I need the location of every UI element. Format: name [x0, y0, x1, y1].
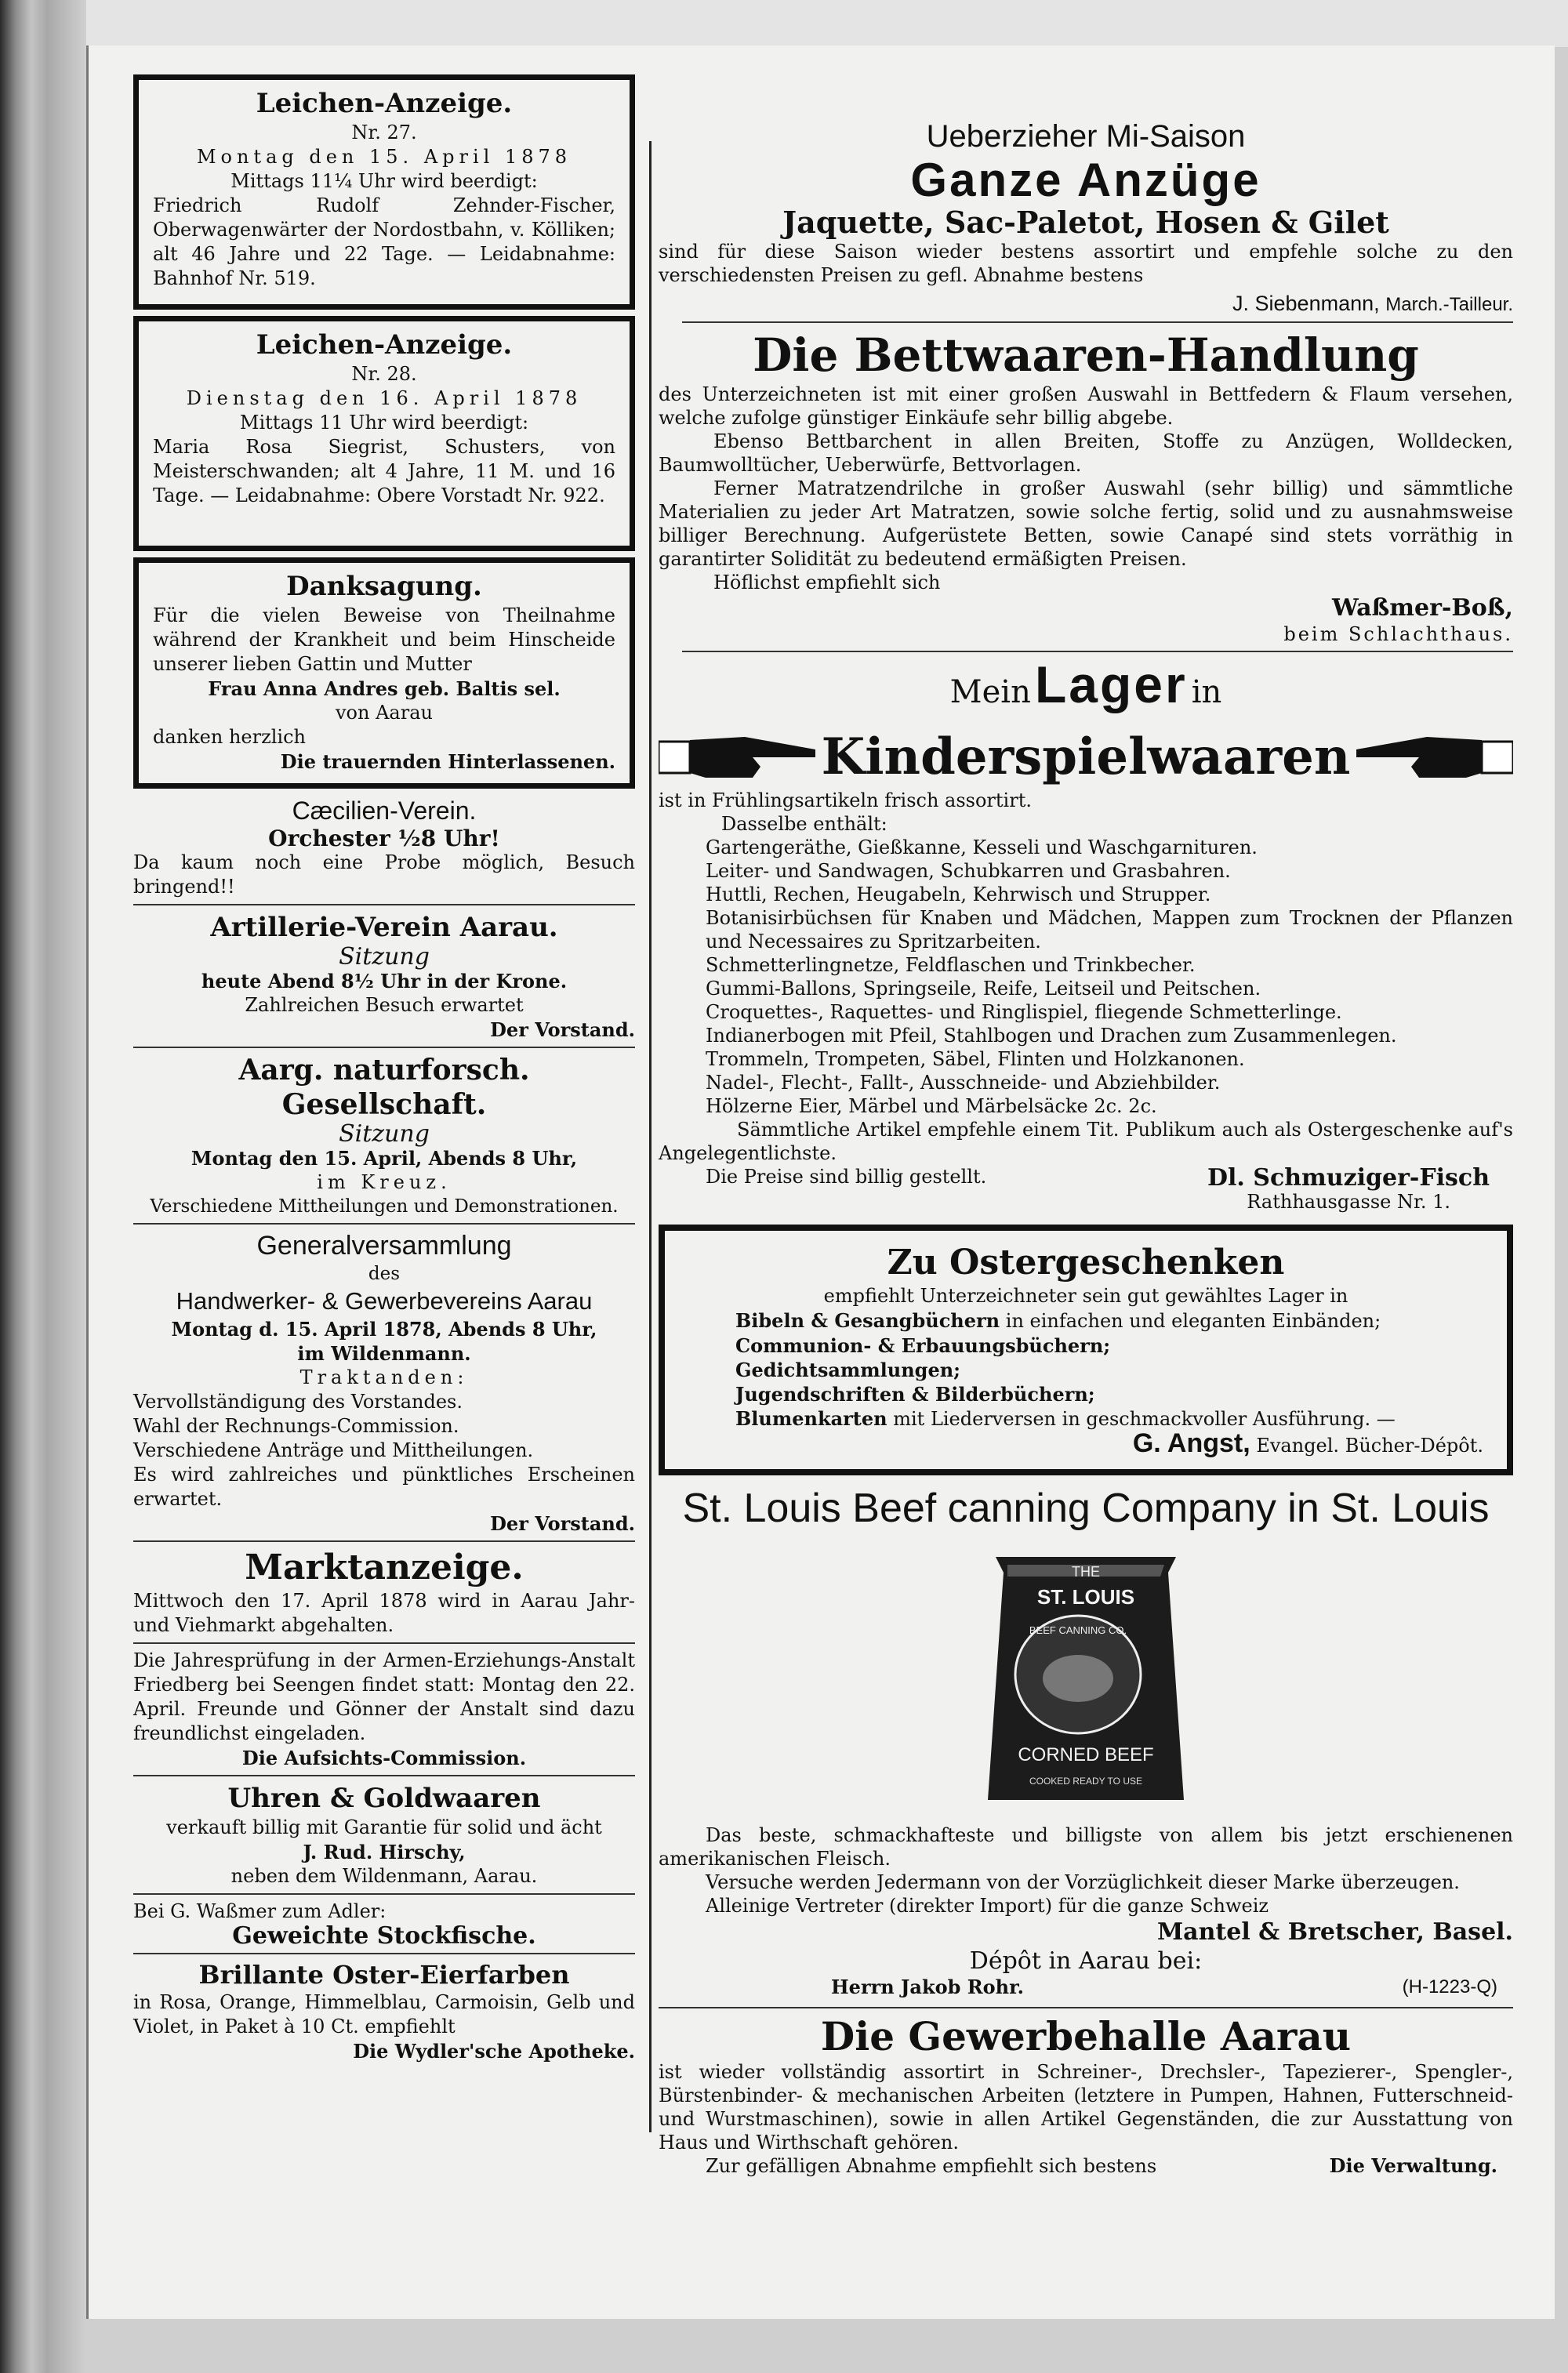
eierfarben-body: in Rosa, Orange, Himmelblau, Carmoisin, Gelb und Violet, in Paket à 10 Ct. empfiehlt — [133, 1991, 635, 2037]
lager-closing: Sämmtliche Artikel empfehle einem Tit. Publikum auch als Ostergeschenke auf's Angelegentlichste. — [659, 1119, 1513, 1164]
ueberzieher-sub: Jaquette, Sac-Paletot, Hosen & Gilet — [782, 205, 1389, 240]
uhren-address: neben dem Wildenmann, Aarau. — [230, 1865, 538, 1887]
gewerbe-footer — [659, 2154, 1513, 2181]
naturforsch-line1: Montag den 15. April, Abends 8 Uhr, — [191, 1147, 578, 1170]
lager-title-row — [659, 726, 1513, 789]
list-item: Indianerbogen mit Pfeil, Stahlbogen und Drachen zum Zusammenlegen. — [706, 1025, 1397, 1047]
caecilien-title: Cæcilien-Verein. — [292, 796, 477, 825]
notice-body: Maria Rosa Siegrist, Schusters, von Meisterschwanden; alt 4 Jahre, 11 M. und 16 Tage. — Leidabnahme: Obere Vorstadt Nr. 922. — [153, 436, 615, 506]
oster-sign-role: Evangel. Bücher-Dépôt. — [1256, 1435, 1483, 1457]
oster-list — [688, 1308, 1483, 1431]
beef-p1: Das beste, schmackhafteste und billigste von allem bis jetzt erschienenen amerikanischen Fleisch. — [659, 1824, 1513, 1870]
divider — [133, 1223, 635, 1225]
markt-body: Mittwoch den 17. April 1878 wird in Aarau Jahr- und Viehmarkt abgehalten. — [133, 1590, 635, 1636]
list-item: Croquettes-, Raquettes- und Ringlispiel, fliegende Schmetterlinge. — [706, 1001, 1342, 1023]
lager-prices: Die Preise sind billig gestellt. — [706, 1166, 987, 1188]
lager-intro: ist in Frühlingsartikeln frisch assortirt. — [659, 789, 1032, 811]
right-column — [659, 118, 1513, 2181]
beef-depot: Dépôt in Aarau bei: — [969, 1947, 1203, 1975]
pointing-hand-right-icon — [659, 726, 823, 789]
notice-title: Leichen-Anzeige. — [256, 88, 513, 119]
uhren-body: verkauft billig mit Garantie für solid und ächt — [166, 1816, 602, 1838]
thanks-signature: Die trauernden Hinterlassenen. — [280, 750, 615, 773]
list-item: Botanisirbüchsen für Knaben und Mädchen, Mappen zum Trocknen der Pflanzen und Necessaires zu Spritzarbeiten. — [706, 907, 1513, 952]
death-notice-27 — [133, 74, 635, 310]
scan-book-spine — [0, 0, 86, 2373]
oster-intro: empfiehlt Unterzeichneter sein gut gewähltes Lager in — [823, 1285, 1348, 1307]
thanks-body: Für die vielen Beweise von Theilnahme während der Krankheit und beim Hinscheide unserer lieben Gattin und Mutter — [153, 604, 615, 675]
notice-time: Mittags 11 Uhr wird beerdigt: — [239, 412, 529, 434]
general-signature: Der Vorstand. — [490, 1512, 635, 1535]
beef-ad — [659, 1483, 1513, 2002]
list-item: Huttli, Rechen, Heugabeln, Kehrwisch und Strupper. — [706, 884, 1211, 905]
can-bottom-text: COOKED READY TO USE — [1029, 1776, 1143, 1787]
beef-p3: Alleinige Vertreter (direkter Import) für die ganze Schweiz — [706, 1895, 1269, 1917]
divider — [133, 1540, 635, 1542]
notice-time: Mittags 11¼ Uhr wird beerdigt: — [230, 170, 538, 192]
caecilien-line2: Da kaum noch eine Probe möglich, Besuch bringend!! — [133, 851, 635, 898]
artillerie-line2: Zahlreichen Besuch erwartet — [245, 994, 524, 1016]
oster-item-note: in einfachen und eleganten Einbänden; — [1005, 1310, 1381, 1332]
ueberzieher-title: Ueberzieher Mi-Saison — [926, 119, 1246, 154]
general-item: Verschiedene Anträge und Mittheilungen. — [133, 1439, 534, 1461]
general-item: Vervollständigung des Vorstandes. — [133, 1391, 463, 1413]
ueberzieher-body: sind für diese Saison wieder bestens assortirt und empfehle solche zu den verschiedensten Preisen zu gefl. Abnahme bestens — [659, 241, 1513, 286]
oster-item: Jugendschriften & Bilderbüchern; — [735, 1383, 1095, 1406]
beef-title: St. Louis Beef canning Company in St. Louis — [682, 1486, 1490, 1531]
list-item: Nadel-, Flecht-, Fallt-, Ausschneide- und Abziehbilder. — [706, 1072, 1221, 1094]
general-ad — [133, 1229, 635, 1536]
gewerbe-signature: Die Verwaltung. — [1329, 2154, 1497, 2177]
thanks-title: Danksagung. — [286, 571, 482, 602]
notice-body: Friedrich Rudolf Zehnder-Fischer, Oberwagenwärter der Nordostbahn, v. Kölliken; alt 46 Jahre und 22 Tage. — Leidabnahme: Bahnhof Nr. 519. — [153, 194, 615, 289]
ueberzieher-big: Ganze Anzüge — [910, 154, 1261, 206]
naturforsch-line3: Verschiedene Mittheilungen und Demonstrationen. — [150, 1196, 619, 1217]
scan-top-margin — [0, 0, 1568, 47]
divider — [133, 1642, 635, 1644]
thanks-notice — [133, 557, 635, 789]
general-traktanden: Traktanden: — [299, 1366, 469, 1388]
lager-signature: Dl. Schmuziger-Fisch — [1207, 1164, 1490, 1192]
oster-item: Gedichtsammlungen; — [735, 1359, 961, 1381]
beef-p2: Versuche werden Jedermann von der Vorzüglichkeit dieser Marke überzeugen. — [706, 1871, 1460, 1893]
artillerie-ad — [133, 910, 635, 1042]
left-column — [133, 74, 635, 2068]
notice-date: Dienstag den 16. April 1878 — [186, 387, 583, 409]
can-band-text: BEEF CANNING CO. — [1029, 1624, 1127, 1636]
general-verein: Handwerker- & Gewerbevereins Aarau — [176, 1287, 593, 1315]
death-notice-28 — [133, 316, 635, 551]
list-item: Hölzerne Eier, Märbel und Märbelsäcke 2c. 2c. — [706, 1095, 1157, 1117]
naturforsch-title: Aarg. naturforsch. Gesellschaft. — [238, 1054, 530, 1121]
general-des: des — [368, 1264, 401, 1284]
oster-item: Blumenkarten — [735, 1407, 887, 1430]
lager-heading — [659, 657, 1513, 726]
lager-items — [659, 836, 1513, 1118]
oster-signature — [688, 1428, 1483, 1458]
lager-pre: Mein — [949, 674, 1031, 710]
caecilien-ad — [133, 795, 635, 899]
divider — [659, 2007, 1513, 2008]
list-item: Gummi-Ballons, Springseile, Reife, Leitseil und Peitschen. — [706, 978, 1261, 1000]
general-title: Generalversammlung — [256, 1231, 512, 1261]
thanks-from: von Aarau — [336, 702, 433, 724]
general-closing: Es wird zahlreiches und pünktliches Erscheinen erwartet. — [133, 1464, 635, 1510]
beef-code: (H-1223-Q) — [1402, 1976, 1497, 1997]
oster-title: Zu Ostergeschenken — [887, 1243, 1285, 1283]
naturforsch-line2: im Kreuz. — [317, 1171, 452, 1193]
oster-line — [735, 1406, 1483, 1431]
general-item: Wahl der Rechnungs-Commission. — [133, 1415, 459, 1437]
notice-number: Nr. 27. — [351, 122, 417, 143]
artillerie-line1: heute Abend 8½ Uhr in der Krone. — [201, 970, 568, 992]
divider — [133, 904, 635, 905]
friedberg-signature: Die Aufsichts-Commission. — [241, 1747, 527, 1769]
general-place: im Wildenmann. — [297, 1342, 471, 1365]
gewerbe-title: Die Gewerbehalle Aarau — [820, 2013, 1352, 2059]
lager-post: in — [1191, 674, 1222, 710]
divider — [682, 321, 1513, 323]
spielwaaren-ad — [659, 657, 1513, 1215]
can-name-text: ST. LOUIS — [1036, 1585, 1135, 1609]
list-item: Leiter- und Sandwagen, Schubkarren und Grasbahren. — [706, 860, 1231, 882]
artillerie-signature: Der Vorstand. — [490, 1018, 635, 1041]
stockfisch-line2: Geweichte Stockfische. — [232, 1922, 536, 1950]
ueberzieher-sign-role: March.-Tailleur. — [1385, 294, 1513, 315]
ueberzieher-sign-name: J. Siebenmann, — [1232, 292, 1380, 315]
lager-title: Kinderspielwaaren — [821, 728, 1351, 786]
uhren-name: J. Rud. Hirschy, — [303, 1841, 466, 1863]
gewerbe-closing: Zur gefälligen Abnahme empfiehlt sich bestens — [706, 2155, 1157, 2177]
uhren-ad — [133, 1781, 635, 1889]
lager-big: Lager — [1034, 655, 1188, 713]
ueberzieher-ad — [659, 118, 1513, 317]
eierfarben-signature: Die Wydler'sche Apotheke. — [353, 2040, 635, 2063]
divider — [682, 651, 1513, 652]
notice-title: Leichen-Anzeige. — [256, 329, 513, 361]
can-top-text: THE — [1072, 1564, 1100, 1580]
bettwaaren-p3: Ferner Matratzendrilche in großer Auswahl (sehr billig) und sämmtliche Materialien zu jeder Art Matratzen, sowie solche fertig, solid und zu ausnahmsweise billiger Berechnung. Aufgerüstete Betten, sowie Canapé sind stets vorräthig in garantirter Solidität zu bedeutend ermäßigten Preisen. — [659, 477, 1513, 570]
list-item: Trommeln, Trompeten, Säbel, Flinten und Holzkanonen. — [706, 1048, 1245, 1070]
notice-number: Nr. 28. — [351, 363, 417, 385]
stockfisch-ad — [133, 1899, 635, 1948]
beef-footer — [659, 1976, 1513, 2002]
ostergeschenke-ad — [659, 1225, 1513, 1475]
bettwaaren-p2: Ebenso Bettbarchent in allen Breiten, Stoffe zu Anzügen, Wolldecken, Baumwolltücher, Ueberwürfe, Bettvorlagen. — [659, 430, 1513, 476]
thanks-line: danken herzlich — [153, 726, 306, 748]
oster-item: Bibeln & Gesangbüchern — [735, 1309, 1000, 1332]
corned-beef-can-image — [972, 1541, 1200, 1816]
beef-herr: Herrn Jakob Rohr. — [831, 1976, 1024, 1998]
bettwaaren-title: Die Bettwaaren-Handlung — [753, 328, 1419, 382]
bettwaaren-address: beim Schlachthaus. — [1283, 623, 1513, 645]
notice-date: Montag den 15. April 1878 — [196, 146, 572, 168]
oster-item: Communion- & Erbauungsbüchern; — [735, 1334, 1111, 1357]
oster-sign-name: G. Angst, — [1132, 1428, 1250, 1458]
bettwaaren-ad — [659, 328, 1513, 646]
caecilien-line1: Orchester ½8 Uhr! — [268, 825, 500, 851]
bettwaaren-p1: des Unterzeichneten ist mit einer großen Auswahl in Bettfedern & Flaum versehen, welche zufolge günstiger Einkäufe sehr billig abgebe. — [659, 383, 1513, 429]
can-product-text: CORNED BEEF — [1018, 1744, 1154, 1765]
friedberg-ad — [133, 1649, 635, 1770]
lager-address: Rathhausgasse Nr. 1. — [1247, 1191, 1450, 1213]
artillerie-sitzung: Sitzung — [339, 943, 430, 971]
eierfarben-ad — [133, 1959, 635, 2063]
lager-enthaelt: Dasselbe enthält: — [721, 813, 887, 835]
thanks-name: Frau Anna Andres geb. Baltis sel. — [208, 677, 561, 700]
pointing-hand-left-icon — [1348, 726, 1513, 789]
naturforsch-ad — [133, 1053, 635, 1218]
gewerbehalle-ad — [659, 2013, 1513, 2181]
eierfarben-title: Brillante Oster-Eierfarben — [198, 1960, 570, 1990]
beef-signature: Mantel & Bretscher, Basel. — [1156, 1918, 1513, 1946]
divider — [133, 1893, 635, 1895]
friedberg-body: Die Jahresprüfung in der Armen-Erziehungs-Anstalt Friedberg bei Seengen findet statt: Montag den 22. April. Freunde und Gönner der Anstalt sind dazu freundlichst eingeladen. — [133, 1649, 635, 1744]
uhren-title: Uhren & Goldwaaren — [227, 1783, 541, 1814]
general-date: Montag d. 15. April 1878, Abends 8 Uhr, — [171, 1318, 597, 1341]
bettwaaren-p4: Höflichst empfiehlt sich — [713, 571, 941, 593]
markt-ad — [133, 1547, 635, 1638]
lager-footer — [659, 1165, 1513, 1215]
naturforsch-sitzung: Sitzung — [339, 1120, 430, 1148]
divider — [133, 1775, 635, 1776]
column-rule — [649, 141, 652, 2132]
ueberzieher-signature — [659, 292, 1513, 317]
divider — [133, 1047, 635, 1048]
list-item: Gartengeräthe, Gießkanne, Kesseli und Waschgarnituren. — [706, 836, 1258, 858]
bettwaaren-signature: Waßmer-Boß, — [1331, 594, 1513, 622]
oster-line — [735, 1308, 1483, 1333]
divider — [133, 1953, 635, 1954]
markt-title: Marktanzeige. — [245, 1548, 524, 1587]
gewerbe-body: ist wieder vollständig assortirt in Schreiner-, Drechsler-, Tapezierer-, Spengler-, Bürstenbinder- & mechanischen Arbeiten (letztere in Pumpen, Hahnen, Futterschneid- und Wurstmaschinen), sowie in allen Artikel Gegenständen, die zur Ausstattung von Haus und Wirthschaft gehören. — [659, 2061, 1513, 2153]
list-item: Schmetterlingnetze, Feldflaschen und Trinkbecher. — [706, 954, 1196, 976]
stockfisch-line1: Bei G. Waßmer zum Adler: — [133, 1900, 387, 1922]
artillerie-title: Artillerie-Verein Aarau. — [210, 912, 558, 943]
oster-item-note: mit Liederversen in geschmackvoller Ausführung. — — [893, 1408, 1396, 1430]
